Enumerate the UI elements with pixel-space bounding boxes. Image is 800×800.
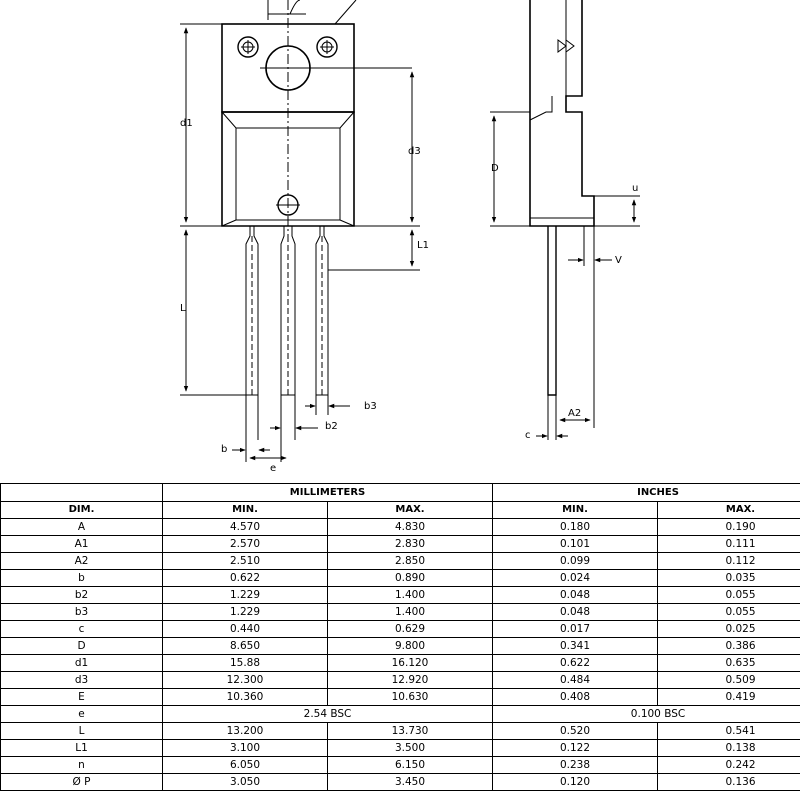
cell-mm-min: 2.570 bbox=[163, 536, 328, 553]
cell-in-bsc: 0.100 BSC bbox=[493, 706, 800, 723]
side-view-lead bbox=[548, 226, 556, 395]
cell-in-min: 0.238 bbox=[493, 757, 658, 774]
cell-in-max: 0.035 bbox=[658, 570, 800, 587]
cell-dim: D bbox=[1, 638, 163, 655]
label-V: V bbox=[615, 255, 622, 266]
table-row bbox=[1, 536, 800, 553]
column-header-in-max: MAX. bbox=[658, 502, 800, 519]
cell-in-max: 0.509 bbox=[658, 672, 800, 689]
cell-in-max: 0.138 bbox=[658, 740, 800, 757]
cell-mm-min: 1.229 bbox=[163, 604, 328, 621]
cell-dim: A2 bbox=[1, 553, 163, 570]
column-header-dim: DIM. bbox=[1, 502, 163, 519]
cell-in-min: 0.622 bbox=[493, 655, 658, 672]
table-row bbox=[1, 604, 800, 621]
cell-dim: e bbox=[1, 706, 163, 723]
cell-mm-max: 0.629 bbox=[328, 621, 493, 638]
column-header-mm-min: MIN. bbox=[163, 502, 328, 519]
label-b2: b2 bbox=[325, 421, 338, 432]
cell-in-min: 0.408 bbox=[493, 689, 658, 706]
cell-dim: b3 bbox=[1, 604, 163, 621]
label-L1: L1 bbox=[417, 240, 429, 251]
cell-mm-max: 3.450 bbox=[328, 774, 493, 791]
cell-mm-max: 13.730 bbox=[328, 723, 493, 740]
cell-mm-bsc: 2.54 BSC bbox=[163, 706, 493, 723]
cell-in-min: 0.120 bbox=[493, 774, 658, 791]
cell-in-min: 0.122 bbox=[493, 740, 658, 757]
table-body bbox=[1, 519, 800, 791]
label-A2: A2 bbox=[568, 408, 582, 419]
cell-in-min: 0.048 bbox=[493, 587, 658, 604]
table-row bbox=[1, 553, 800, 570]
table-column-header-row bbox=[1, 502, 800, 519]
table-row bbox=[1, 655, 800, 672]
cell-mm-max: 6.150 bbox=[328, 757, 493, 774]
cell-mm-max: 16.120 bbox=[328, 655, 493, 672]
label-b: b bbox=[221, 444, 228, 455]
front-view bbox=[180, 0, 420, 462]
table-row bbox=[1, 774, 800, 791]
table-row bbox=[1, 706, 800, 723]
cell-mm-max: 2.850 bbox=[328, 553, 493, 570]
cell-mm-max: 10.630 bbox=[328, 689, 493, 706]
cell-in-max: 0.055 bbox=[658, 604, 800, 621]
side-view bbox=[490, 0, 640, 440]
cell-in-min: 0.180 bbox=[493, 519, 658, 536]
cell-mm-max: 1.400 bbox=[328, 604, 493, 621]
cell-in-min: 0.048 bbox=[493, 604, 658, 621]
cell-dim: d1 bbox=[1, 655, 163, 672]
cell-in-min: 0.101 bbox=[493, 536, 658, 553]
label-d1: d1 bbox=[180, 118, 193, 129]
cell-mm-max: 1.400 bbox=[328, 587, 493, 604]
table-row bbox=[1, 638, 800, 655]
header-millimeters: MILLIMETERS bbox=[163, 484, 493, 502]
cell-dim: b bbox=[1, 570, 163, 587]
cell-mm-max: 9.800 bbox=[328, 638, 493, 655]
cell-dim: E bbox=[1, 689, 163, 706]
cell-in-min: 0.520 bbox=[493, 723, 658, 740]
cell-dim: c bbox=[1, 621, 163, 638]
table-row bbox=[1, 587, 800, 604]
cell-in-max: 0.112 bbox=[658, 553, 800, 570]
cell-mm-min: 0.440 bbox=[163, 621, 328, 638]
header-inches: INCHES bbox=[493, 484, 800, 502]
cell-mm-min: 15.88 bbox=[163, 655, 328, 672]
cell-in-max: 0.419 bbox=[658, 689, 800, 706]
cell-dim: Ø P bbox=[1, 774, 163, 791]
table-row bbox=[1, 621, 800, 638]
cell-mm-min: 8.650 bbox=[163, 638, 328, 655]
cell-mm-max: 4.830 bbox=[328, 519, 493, 536]
table-row bbox=[1, 740, 800, 757]
cell-in-max: 0.136 bbox=[658, 774, 800, 791]
dimensions-table bbox=[0, 483, 800, 791]
cell-in-max: 0.111 bbox=[658, 536, 800, 553]
side-view-labels bbox=[491, 163, 638, 441]
side-view-tab bbox=[530, 0, 594, 226]
table-row bbox=[1, 672, 800, 689]
table-group-header-row bbox=[1, 484, 800, 502]
cell-in-min: 0.099 bbox=[493, 553, 658, 570]
cell-mm-min: 3.050 bbox=[163, 774, 328, 791]
column-header-in-min: MIN. bbox=[493, 502, 658, 519]
table-row bbox=[1, 519, 800, 536]
cell-mm-min: 6.050 bbox=[163, 757, 328, 774]
table-row bbox=[1, 689, 800, 706]
label-e: e bbox=[270, 463, 277, 474]
label-D: D bbox=[491, 163, 499, 174]
cell-dim: n bbox=[1, 757, 163, 774]
cell-dim: b2 bbox=[1, 587, 163, 604]
label-u: u bbox=[632, 183, 639, 194]
table-row bbox=[1, 723, 800, 740]
cell-mm-min: 13.200 bbox=[163, 723, 328, 740]
cell-dim: A1 bbox=[1, 536, 163, 553]
label-L: L bbox=[180, 303, 186, 314]
cell-mm-max: 0.890 bbox=[328, 570, 493, 587]
cell-dim: d3 bbox=[1, 672, 163, 689]
cell-mm-min: 4.570 bbox=[163, 519, 328, 536]
cell-mm-max: 12.920 bbox=[328, 672, 493, 689]
label-d3: d3 bbox=[408, 146, 421, 157]
cell-mm-min: 12.300 bbox=[163, 672, 328, 689]
cell-in-min: 0.484 bbox=[493, 672, 658, 689]
column-header-mm-max: MAX. bbox=[328, 502, 493, 519]
cell-dim: L bbox=[1, 723, 163, 740]
cell-dim: L1 bbox=[1, 740, 163, 757]
cell-mm-max: 2.830 bbox=[328, 536, 493, 553]
cell-in-min: 0.017 bbox=[493, 621, 658, 638]
cell-in-max: 0.190 bbox=[658, 519, 800, 536]
cell-mm-min: 0.622 bbox=[163, 570, 328, 587]
cell-in-max: 0.635 bbox=[658, 655, 800, 672]
cell-in-max: 0.541 bbox=[658, 723, 800, 740]
label-b3: b3 bbox=[364, 401, 377, 412]
cell-in-min: 0.024 bbox=[493, 570, 658, 587]
cell-in-min: 0.341 bbox=[493, 638, 658, 655]
cell-mm-min: 1.229 bbox=[163, 587, 328, 604]
leads bbox=[246, 226, 328, 395]
cell-mm-min: 3.100 bbox=[163, 740, 328, 757]
cell-in-max: 0.055 bbox=[658, 587, 800, 604]
cell-mm-min: 10.360 bbox=[163, 689, 328, 706]
cell-mm-max: 3.500 bbox=[328, 740, 493, 757]
cell-in-max: 0.386 bbox=[658, 638, 800, 655]
cell-in-max: 0.242 bbox=[658, 757, 800, 774]
front-view-labels bbox=[180, 118, 429, 474]
table-row bbox=[1, 757, 800, 774]
header-blank bbox=[1, 484, 163, 502]
cell-dim: A bbox=[1, 519, 163, 536]
cell-in-max: 0.025 bbox=[658, 621, 800, 638]
label-c: c bbox=[525, 430, 531, 441]
cell-mm-min: 2.510 bbox=[163, 553, 328, 570]
table-row bbox=[1, 570, 800, 587]
